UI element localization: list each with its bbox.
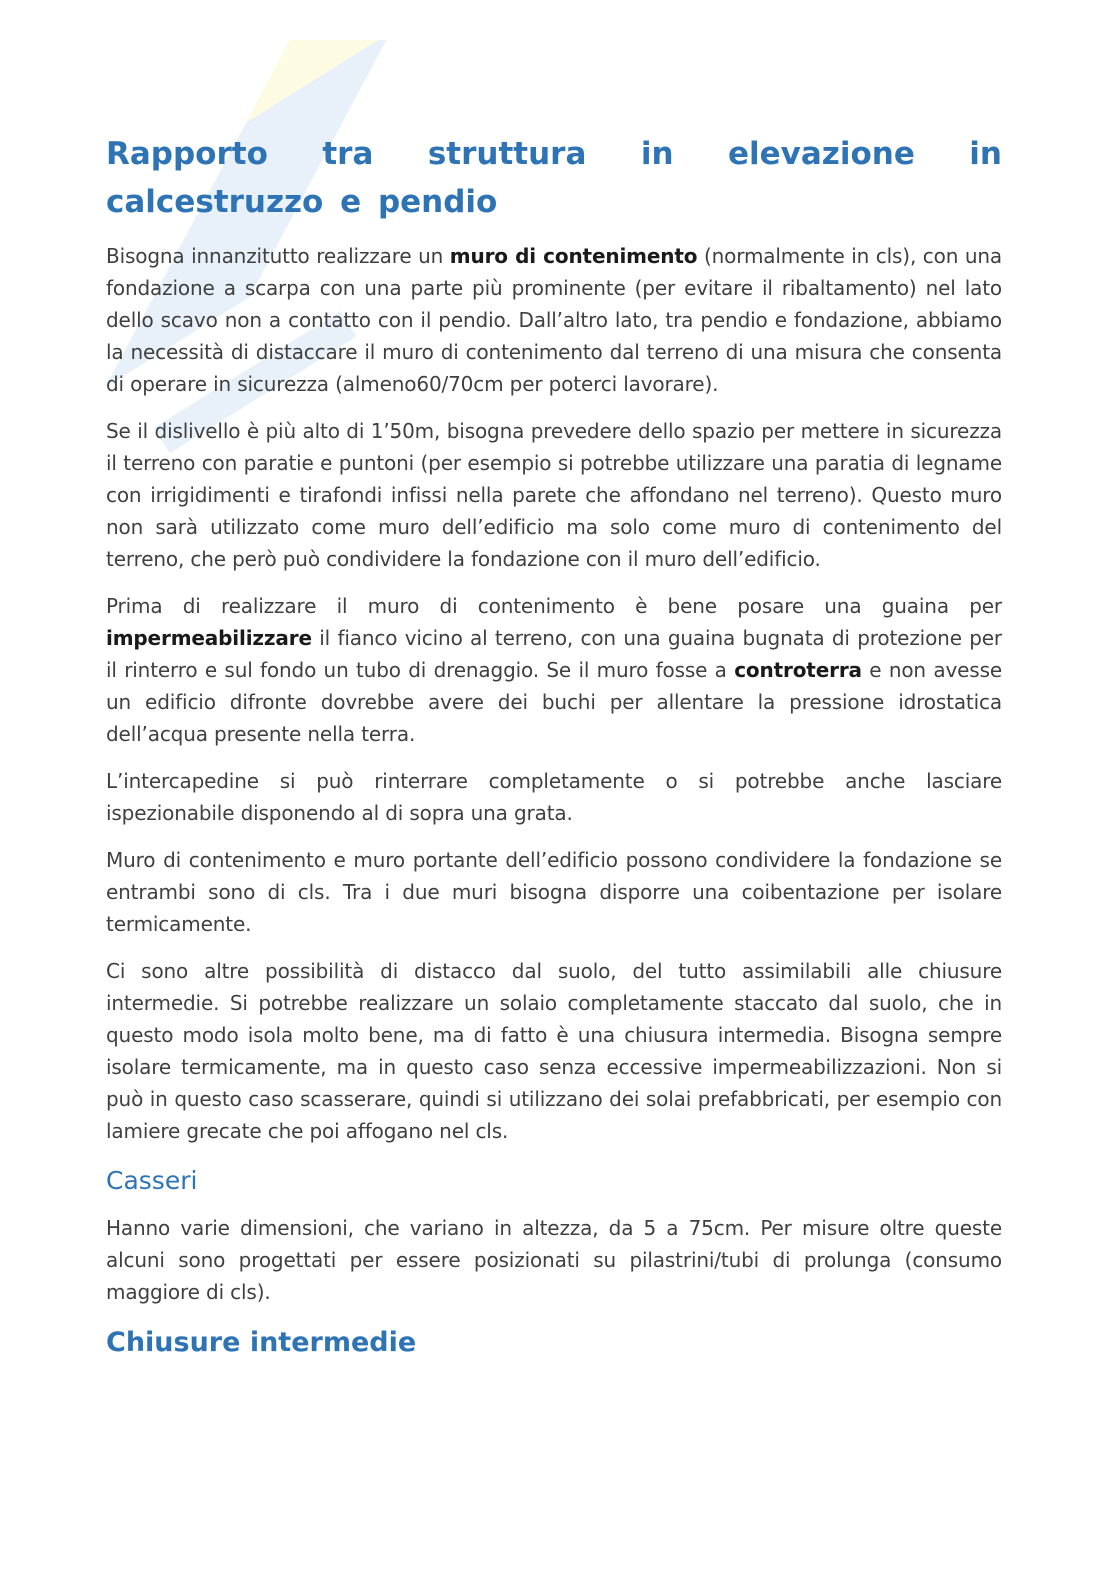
paragraph-impermeabilizzare: Prima di realizzare il muro di contenimento è bene posare una guaina per impermeabilizzare il fianco vicino al terreno, con una guaina bugnata di protezione per il rinterro e sul fondo un tubo di drenaggio. Se il muro fosse a controterra e non avesse un edificio difronte dovrebbe avere dei buchi per allentare la pressione idrostatica dell’acqua presente nella terra. — [106, 594, 1002, 746]
bold-term: controterra — [734, 658, 862, 682]
paragraph-muro-contenimento: Bisogna innanzitutto realizzare un muro di contenimento (normalmente in cls), con una fondazione a scarpa con una parte più prominente (per evitare il ribaltamento) nel lato dello scavo non a contatto con il pendio. Dall’altro lato, tra pendio e fondazione, abbiamo la necessità di distaccare il muro di contenimento dal terreno di una misura che consenta di operare in sicurezza (almeno60/70cm per poterci lavorare). — [106, 244, 1002, 396]
bold-term: muro di contenimento — [449, 244, 698, 268]
bold-term: impermeabilizzare — [106, 626, 312, 650]
paragraph-casseri: Hanno varie dimensioni, che variano in altezza, da 5 a 75cm. Per misure oltre queste alcuni sono progettati per essere posizionati su pilastrini/tubi di prolunga (consumo maggiore di cls). — [106, 1216, 1002, 1304]
paragraph-distacco-suolo: Ci sono altre possibilità di distacco dal suolo, del tutto assimilabili alle chiusure intermedie. Si potrebbe realizzare un solaio completamente staccato dal suolo, che in questo modo isola molto bene, ma di fatto è una chiusura intermedia. Bisogna sempre isolare termicamente, ma in questo caso senza eccessive impermeabilizzazioni. Non si può in questo caso scasserare, quindi si utilizzano dei solai prefabbricati, per esempio con lamiere grecate che poi affogano nel cls. — [106, 959, 1002, 1143]
paragraph-intercapedine: L’intercapedine si può rinterrare completamente o si potrebbe anche lasciare ispezionabile disponendo al di sopra una grata. — [106, 769, 1002, 825]
paragraph-fondazione: Muro di contenimento e muro portante dell’edificio possono condividere la fondazione se entrambi sono di cls. Tra i due muri bisogna disporre una coibentazione per isolare termicamente. — [106, 848, 1002, 936]
heading-chiusure-intermedie: Chiusure intermedie — [106, 1327, 417, 1358]
paragraph-dislivello: Se il dislivello è più alto di 1’50m, bisogna prevedere dello spazio per mettere in sicurezza il terreno con paratie e puntoni (per esempio si potrebbe utilizzare una paratia di legname con irrigidimenti e tirafondi infissi nella parete che affondano nel terreno). Questo muro non sarà utilizzato come muro dell’edificio ma solo come muro di contenimento del terreno, che però può condividere la fondazione con il muro dell’edificio. — [106, 419, 1002, 571]
subheading-casseri: Casseri — [106, 1166, 198, 1195]
document-page — [106, 120, 1002, 1363]
section-title: Rapporto tra struttura in elevazione in calcestruzzo e pendio — [106, 136, 1002, 220]
